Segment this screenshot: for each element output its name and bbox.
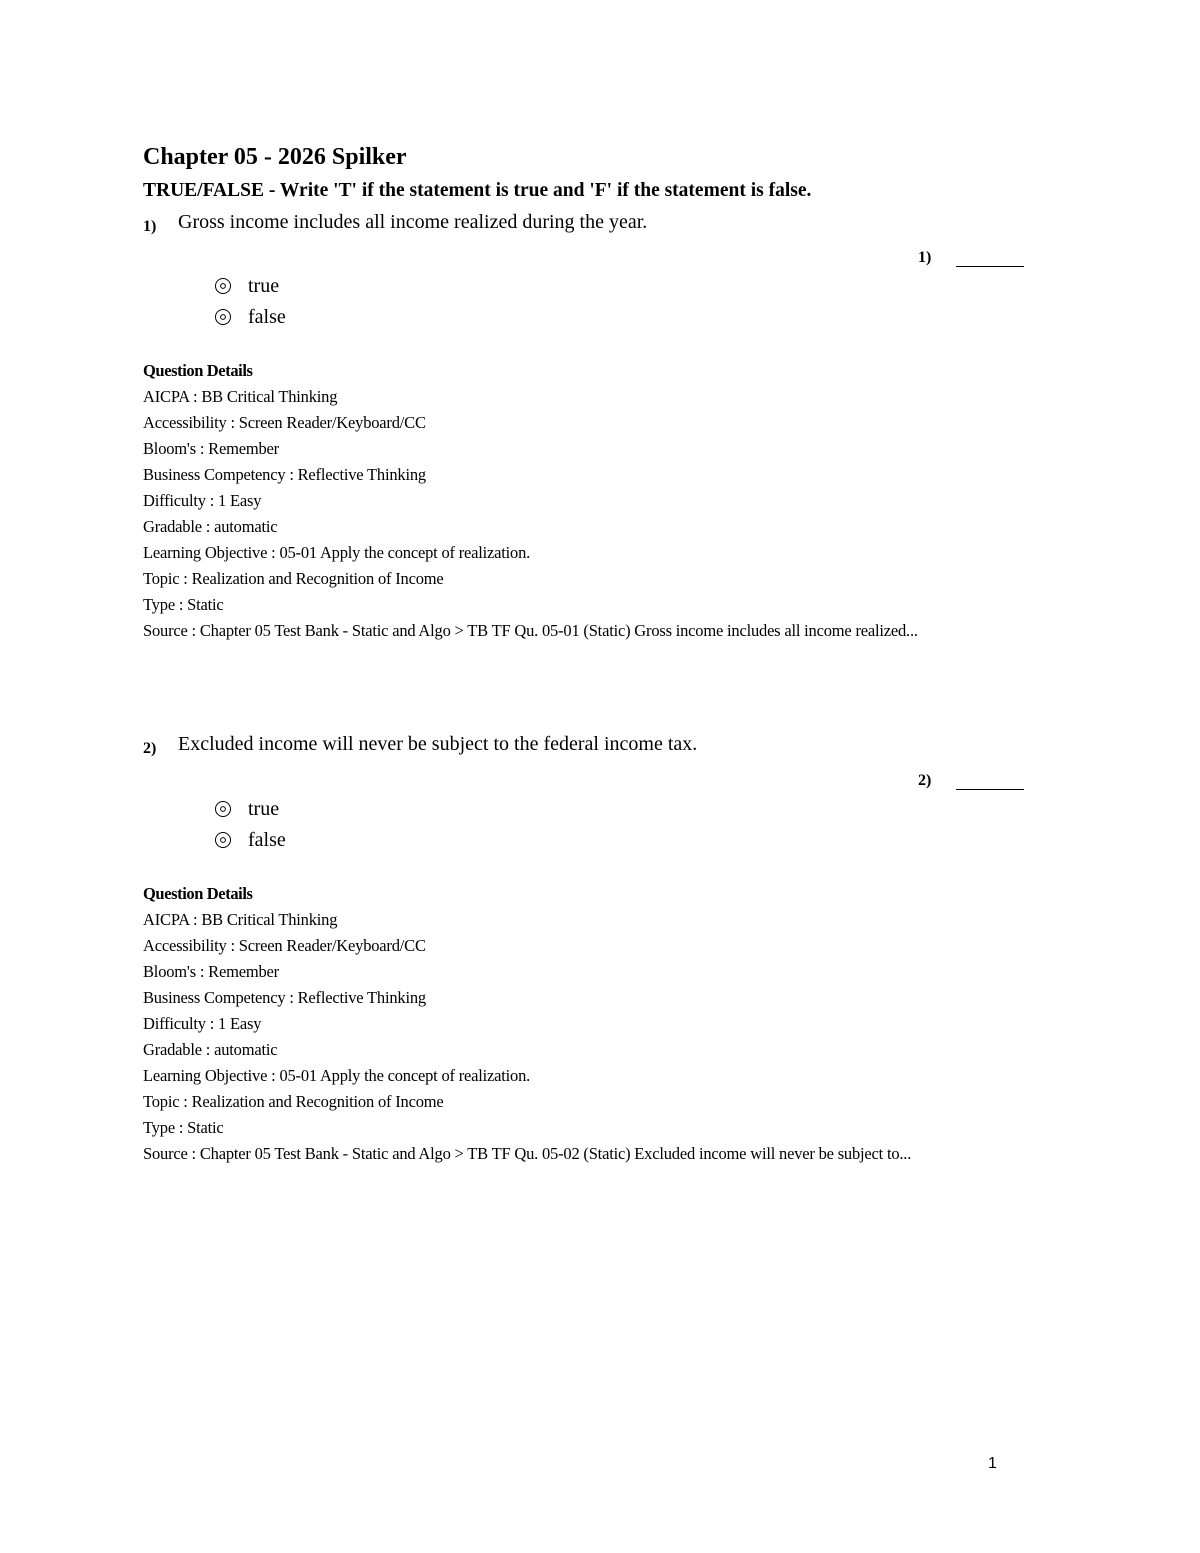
question-number: 1) [143, 218, 157, 235]
question-details-heading: Question Details [143, 884, 253, 903]
detail-accessibility: Accessibility : Screen Reader/Keyboard/CC [143, 936, 426, 955]
answer-label: 2) [918, 772, 932, 789]
radio-icon[interactable] [214, 308, 232, 326]
detail-gradable: Gradable : automatic [143, 517, 278, 536]
option-label: false [248, 306, 286, 328]
option-label: true [248, 275, 280, 297]
question-details [143, 881, 1073, 1167]
detail-learning-objective: Learning Objective : 05-01 Apply the concept of realization. [143, 1066, 531, 1085]
question-details-heading: Question Details [143, 361, 253, 380]
instructions: TRUE/FALSE - Write 'T' if the statement is true and 'F' if the statement is false. [143, 180, 812, 201]
document-title: Chapter 05 - 2026 Spilker [143, 144, 407, 170]
option-label: true [248, 798, 280, 820]
question-details [143, 358, 1073, 644]
detail-aicpa: AICPA : BB Critical Thinking [143, 910, 338, 929]
radio-icon[interactable] [214, 800, 232, 818]
radio-icon[interactable] [214, 831, 232, 849]
detail-business-competency: Business Competency : Reflective Thinking [143, 465, 426, 484]
question-text: Gross income includes all income realized during the year. [178, 211, 648, 233]
detail-difficulty: Difficulty : 1 Easy [143, 491, 262, 510]
answer-blank[interactable] [956, 789, 1024, 790]
detail-blooms: Bloom's : Remember [143, 439, 279, 458]
detail-type: Type : Static [143, 595, 224, 614]
detail-topic: Topic : Realization and Recognition of Income [143, 569, 444, 588]
detail-source: Source : Chapter 05 Test Bank - Static and Algo > TB TF Qu. 05-01 (Static) Gross income includes all income realized... [143, 621, 918, 640]
detail-topic: Topic : Realization and Recognition of Income [143, 1092, 444, 1111]
question-number: 2) [143, 740, 157, 757]
detail-accessibility: Accessibility : Screen Reader/Keyboard/CC [143, 413, 426, 432]
detail-source: Source : Chapter 05 Test Bank - Static and Algo > TB TF Qu. 05-02 (Static) Excluded income will never be subject to... [143, 1144, 912, 1163]
answer-label: 1) [918, 249, 932, 266]
answer-blank[interactable] [956, 266, 1024, 267]
detail-aicpa: AICPA : BB Critical Thinking [143, 387, 338, 406]
detail-gradable: Gradable : automatic [143, 1040, 278, 1059]
option-label: false [248, 829, 286, 851]
detail-business-competency: Business Competency : Reflective Thinking [143, 988, 426, 1007]
detail-type: Type : Static [143, 1118, 224, 1137]
detail-blooms: Bloom's : Remember [143, 962, 279, 981]
detail-learning-objective: Learning Objective : 05-01 Apply the concept of realization. [143, 543, 531, 562]
detail-difficulty: Difficulty : 1 Easy [143, 1014, 262, 1033]
radio-icon[interactable] [214, 277, 232, 295]
question-text: Excluded income will never be subject to the federal income tax. [178, 733, 698, 755]
page-number: 1 [988, 1455, 997, 1472]
